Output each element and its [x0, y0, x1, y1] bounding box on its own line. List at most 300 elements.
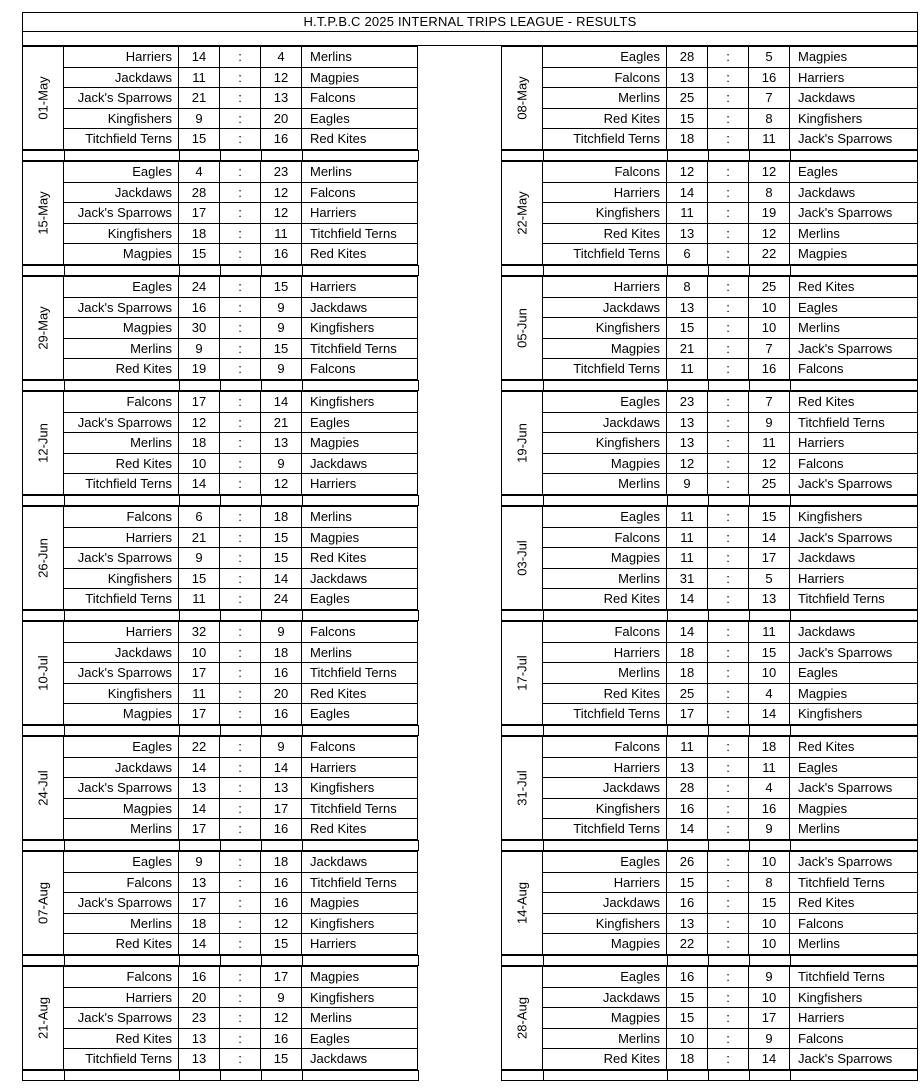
away-team: Merlins	[302, 47, 418, 68]
score-separator: :	[220, 799, 261, 820]
away-score: 15	[261, 339, 302, 360]
spacer-divider	[22, 1070, 23, 1081]
round-date: 21-Aug	[35, 997, 51, 1039]
away-team: Jack's Sparrows	[790, 528, 918, 549]
score-separator: :	[708, 819, 749, 840]
home-score: 18	[667, 663, 708, 684]
score-separator: :	[708, 934, 749, 955]
away-score: 24	[261, 589, 302, 610]
home-score: 18	[179, 433, 220, 454]
home-score: 13	[179, 873, 220, 894]
home-score: 13	[667, 298, 708, 319]
score-separator: :	[708, 704, 749, 725]
home-team: Eagles	[543, 852, 667, 873]
home-score: 25	[667, 684, 708, 705]
spacer-divider	[179, 1070, 180, 1081]
home-score: 22	[179, 737, 220, 758]
spacer-divider	[790, 955, 791, 966]
round-date: 03-Jul	[514, 540, 530, 576]
match-row	[64, 799, 417, 820]
score-separator: :	[220, 663, 261, 684]
match-row	[64, 507, 417, 528]
home-score: 15	[667, 988, 708, 1009]
home-score: 11	[667, 203, 708, 224]
round-block	[501, 966, 918, 1070]
home-score: 11	[667, 359, 708, 380]
away-score: 15	[261, 277, 302, 298]
away-team: Kingfishers	[302, 392, 418, 413]
away-team: Titchfield Terns	[302, 224, 418, 245]
score-separator: :	[220, 244, 261, 265]
spacer-divider	[708, 955, 709, 966]
score-separator: :	[220, 737, 261, 758]
away-score: 9	[261, 988, 302, 1009]
match-row	[543, 88, 917, 109]
home-team: Red Kites	[543, 1049, 667, 1070]
home-team: Jackdaws	[64, 643, 179, 664]
match-row	[543, 339, 917, 360]
score-separator: :	[708, 224, 749, 245]
spacer-divider	[418, 495, 419, 506]
away-score: 18	[749, 737, 790, 758]
match-row	[543, 622, 917, 643]
home-score: 11	[667, 737, 708, 758]
match-row	[64, 277, 417, 298]
spacer-divider	[261, 840, 262, 851]
away-score: 25	[749, 277, 790, 298]
match-row	[64, 893, 417, 914]
home-score: 8	[667, 277, 708, 298]
away-score: 5	[749, 569, 790, 590]
home-score: 24	[179, 277, 220, 298]
away-score: 13	[749, 589, 790, 610]
away-team: Jack's Sparrows	[790, 339, 918, 360]
spacer-segment	[501, 840, 918, 851]
away-team: Eagles	[790, 162, 918, 183]
match-rows	[64, 276, 418, 380]
spacer-divider	[179, 955, 180, 966]
match-row	[543, 569, 917, 590]
away-score: 11	[749, 433, 790, 454]
away-team: Red Kites	[790, 392, 918, 413]
spacer-divider	[667, 840, 668, 851]
spacer-divider	[501, 380, 502, 391]
away-score: 15	[749, 507, 790, 528]
away-team: Jackdaws	[790, 622, 918, 643]
away-team: Merlins	[790, 224, 918, 245]
home-team: Jack's Sparrows	[64, 1008, 179, 1029]
match-rows	[543, 276, 918, 380]
away-team: Eagles	[302, 589, 418, 610]
home-team: Red Kites	[543, 684, 667, 705]
away-score: 12	[749, 162, 790, 183]
away-score: 9	[749, 819, 790, 840]
home-team: Eagles	[64, 277, 179, 298]
away-score: 10	[749, 663, 790, 684]
away-score: 9	[261, 622, 302, 643]
score-separator: :	[220, 684, 261, 705]
score-separator: :	[220, 934, 261, 955]
score-separator: :	[220, 589, 261, 610]
home-score: 18	[179, 914, 220, 935]
home-score: 13	[179, 1049, 220, 1070]
score-separator: :	[220, 109, 261, 130]
home-team: Eagles	[543, 967, 667, 988]
match-rows	[543, 506, 918, 610]
spacer-divider	[501, 725, 502, 736]
home-team: Falcons	[64, 392, 179, 413]
away-team: Harriers	[790, 68, 918, 89]
home-score: 15	[667, 873, 708, 894]
round-block	[22, 851, 418, 955]
spacer-divider	[708, 150, 709, 161]
home-score: 28	[667, 778, 708, 799]
spacer-divider	[543, 1070, 544, 1081]
score-separator: :	[220, 318, 261, 339]
spacer-divider	[501, 150, 502, 161]
home-team: Harriers	[64, 47, 179, 68]
home-score: 28	[179, 183, 220, 204]
home-team: Red Kites	[64, 359, 179, 380]
match-row	[543, 507, 917, 528]
away-score: 20	[261, 684, 302, 705]
match-rows	[543, 391, 918, 495]
score-separator: :	[708, 548, 749, 569]
match-row	[64, 988, 417, 1009]
match-row	[543, 988, 917, 1009]
spacer-divider	[64, 610, 65, 621]
home-score: 11	[179, 684, 220, 705]
home-team: Harriers	[543, 873, 667, 894]
away-score: 17	[749, 1008, 790, 1029]
match-row	[64, 109, 417, 130]
title-gap	[22, 32, 918, 46]
away-score: 17	[749, 548, 790, 569]
match-row	[64, 68, 417, 89]
home-score: 21	[179, 88, 220, 109]
home-team: Kingfishers	[64, 569, 179, 590]
home-team: Kingfishers	[64, 684, 179, 705]
score-separator: :	[220, 704, 261, 725]
away-score: 12	[261, 1008, 302, 1029]
match-row	[64, 684, 417, 705]
home-score: 17	[179, 893, 220, 914]
away-score: 16	[261, 129, 302, 150]
home-score: 22	[667, 934, 708, 955]
score-separator: :	[708, 852, 749, 873]
spacer-divider	[917, 1070, 918, 1081]
home-team: Titchfield Terns	[64, 129, 179, 150]
spacer-divider	[179, 840, 180, 851]
score-separator: :	[220, 68, 261, 89]
spacer-divider	[708, 610, 709, 621]
away-team: Magpies	[790, 799, 918, 820]
home-score: 21	[179, 528, 220, 549]
away-team: Jackdaws	[790, 88, 918, 109]
spacer-divider	[749, 1070, 750, 1081]
away-team: Kingfishers	[790, 988, 918, 1009]
away-score: 15	[749, 643, 790, 664]
away-team: Red Kites	[302, 548, 418, 569]
match-row	[543, 224, 917, 245]
spacer-divider	[22, 955, 23, 966]
away-score: 11	[749, 622, 790, 643]
spacer-divider	[790, 840, 791, 851]
away-score: 16	[749, 359, 790, 380]
match-row	[543, 474, 917, 495]
home-team: Titchfield Terns	[543, 129, 667, 150]
match-row	[64, 339, 417, 360]
round-date-cell	[22, 46, 64, 150]
away-team: Falcons	[302, 88, 418, 109]
score-separator: :	[708, 47, 749, 68]
sheet-title: H.T.P.B.C 2025 INTERNAL TRIPS LEAGUE - RESULTS	[22, 12, 918, 32]
round-date: 07-Aug	[35, 882, 51, 924]
spacer-divider	[220, 150, 221, 161]
spacer-divider	[418, 840, 419, 851]
spacer-divider	[302, 495, 303, 506]
round-date: 05-Jun	[514, 308, 530, 348]
away-score: 11	[261, 224, 302, 245]
home-score: 14	[179, 474, 220, 495]
home-team: Jack's Sparrows	[64, 663, 179, 684]
away-team: Red Kites	[790, 737, 918, 758]
home-team: Merlins	[64, 339, 179, 360]
score-separator: :	[708, 359, 749, 380]
home-score: 11	[179, 68, 220, 89]
away-score: 8	[749, 109, 790, 130]
away-team: Falcons	[302, 359, 418, 380]
match-row	[64, 413, 417, 434]
row-spacer	[22, 150, 918, 161]
score-separator: :	[708, 988, 749, 1009]
match-row	[64, 622, 417, 643]
round-date-cell	[501, 851, 543, 955]
score-separator: :	[220, 1049, 261, 1070]
score-separator: :	[708, 684, 749, 705]
away-team: Falcons	[790, 914, 918, 935]
spacer-divider	[790, 1070, 791, 1081]
spacer-divider	[917, 265, 918, 276]
away-team: Jack's Sparrows	[790, 852, 918, 873]
away-score: 16	[261, 893, 302, 914]
home-team: Eagles	[64, 162, 179, 183]
home-score: 16	[179, 967, 220, 988]
home-team: Merlins	[543, 1029, 667, 1050]
match-row	[64, 643, 417, 664]
away-team: Red Kites	[790, 893, 918, 914]
round-block	[501, 506, 918, 610]
home-score: 14	[667, 819, 708, 840]
row-spacer	[22, 725, 918, 736]
spacer-divider	[749, 725, 750, 736]
spacer-divider	[667, 495, 668, 506]
away-team: Harriers	[302, 203, 418, 224]
match-row	[543, 589, 917, 610]
spacer-divider	[917, 610, 918, 621]
away-score: 14	[261, 758, 302, 779]
spacer-divider	[667, 955, 668, 966]
away-team: Eagles	[302, 109, 418, 130]
spacer-divider	[543, 495, 544, 506]
spacer-divider	[302, 150, 303, 161]
home-team: Jackdaws	[543, 893, 667, 914]
away-team: Eagles	[302, 1029, 418, 1050]
away-team: Merlins	[798, 936, 840, 951]
away-score: 9	[261, 318, 302, 339]
spacer-segment	[501, 1070, 918, 1081]
score-separator: :	[220, 528, 261, 549]
spacer-divider	[708, 265, 709, 276]
match-row	[543, 1029, 917, 1050]
spacer-divider	[261, 380, 262, 391]
away-team: Kingfishers	[302, 318, 418, 339]
match-row	[64, 359, 417, 380]
home-score: 14	[667, 183, 708, 204]
home-score: 31	[667, 569, 708, 590]
home-team: Red Kites	[64, 1029, 179, 1050]
away-team: Kingfishers	[798, 706, 863, 721]
home-score: 18	[667, 129, 708, 150]
home-score: 13	[667, 758, 708, 779]
home-score: 15	[179, 569, 220, 590]
spacer-divider	[261, 725, 262, 736]
away-team: Jackdaws	[302, 454, 418, 475]
away-score: 18	[261, 507, 302, 528]
away-team: Merlins	[302, 643, 418, 664]
away-score: 11	[749, 758, 790, 779]
row-spacer	[22, 610, 918, 621]
round-date: 26-Jun	[35, 538, 51, 578]
score-separator: :	[220, 643, 261, 664]
spacer-divider	[543, 610, 544, 621]
spacer-segment	[501, 150, 918, 161]
round-block	[22, 506, 418, 610]
spacer-divider	[22, 265, 23, 276]
away-score: 12	[749, 224, 790, 245]
score-separator: :	[708, 433, 749, 454]
match-row	[543, 852, 917, 873]
home-score: 17	[667, 704, 708, 725]
spacer-divider	[790, 380, 791, 391]
away-team: Titchfield Terns	[302, 339, 418, 360]
home-score: 13	[667, 914, 708, 935]
home-team: Titchfield Terns	[543, 359, 667, 380]
match-row	[543, 737, 917, 758]
away-score: 22	[749, 244, 790, 265]
match-row	[543, 454, 917, 475]
away-score: 18	[261, 852, 302, 873]
round-date: 28-Aug	[514, 997, 530, 1039]
spacer-divider	[64, 265, 65, 276]
away-score: 9	[261, 359, 302, 380]
away-team: Jackdaws	[790, 183, 918, 204]
home-team: Harriers	[64, 528, 179, 549]
home-team: Kingfishers	[64, 224, 179, 245]
away-team: Jack's Sparrows	[790, 203, 918, 224]
home-team: Magpies	[64, 244, 179, 265]
away-team: Jackdaws	[302, 569, 418, 590]
spacer-divider	[179, 495, 180, 506]
spacer-divider	[64, 725, 65, 736]
away-score: 17	[261, 799, 302, 820]
match-row	[64, 737, 417, 758]
match-row	[543, 318, 917, 339]
round-block	[22, 966, 418, 1070]
score-separator: :	[220, 392, 261, 413]
spacer-divider	[261, 1070, 262, 1081]
round-block	[22, 46, 418, 150]
score-separator: :	[220, 224, 261, 245]
round-block	[22, 736, 418, 840]
home-score: 30	[179, 318, 220, 339]
round-date: 29-May	[35, 306, 51, 350]
away-score: 9	[749, 1029, 790, 1050]
home-team: Eagles	[64, 852, 179, 873]
score-separator: :	[708, 1029, 749, 1050]
away-team: Merlins	[302, 507, 418, 528]
match-row	[64, 1029, 417, 1050]
score-separator: :	[708, 413, 749, 434]
away-team: Titchfield Terns	[302, 663, 418, 684]
score-separator: :	[220, 413, 261, 434]
home-score: 13	[667, 413, 708, 434]
score-separator: :	[220, 454, 261, 475]
score-separator: :	[220, 129, 261, 150]
away-score: 7	[749, 88, 790, 109]
away-team: Falcons	[790, 1029, 918, 1050]
score-separator: :	[708, 68, 749, 89]
away-score: 16	[261, 819, 302, 840]
home-score: 13	[179, 778, 220, 799]
home-team: Merlins	[543, 569, 667, 590]
round-date-cell	[22, 276, 64, 380]
spacer-divider	[418, 955, 419, 966]
round-date-cell	[22, 506, 64, 610]
round-date: 15-May	[35, 191, 51, 235]
spacer-divider	[543, 725, 544, 736]
score-separator: :	[220, 1029, 261, 1050]
row-spacer	[22, 840, 918, 851]
home-team: Titchfield Terns	[543, 244, 667, 265]
spacer-divider	[220, 725, 221, 736]
match-row	[64, 224, 417, 245]
home-team: Eagles	[543, 507, 667, 528]
home-team: Merlins	[543, 474, 667, 495]
away-score: 15	[261, 1049, 302, 1070]
away-score: 13	[261, 433, 302, 454]
score-separator: :	[708, 778, 749, 799]
score-separator: :	[708, 244, 749, 265]
spacer-divider	[749, 955, 750, 966]
away-score: 12	[749, 454, 790, 475]
spacer-segment	[501, 725, 918, 736]
round-block	[501, 621, 918, 725]
away-team: Falcons	[798, 361, 844, 376]
spacer-divider	[22, 495, 23, 506]
home-team: Magpies	[543, 454, 667, 475]
away-score: 9	[749, 967, 790, 988]
away-score: 18	[261, 643, 302, 664]
spacer-divider	[302, 265, 303, 276]
away-score: 12	[261, 914, 302, 935]
home-team: Jack's Sparrows	[64, 893, 179, 914]
score-separator: :	[708, 873, 749, 894]
score-separator: :	[708, 318, 749, 339]
round-date-cell	[501, 276, 543, 380]
spacer-divider	[749, 150, 750, 161]
spacer-divider	[917, 495, 918, 506]
